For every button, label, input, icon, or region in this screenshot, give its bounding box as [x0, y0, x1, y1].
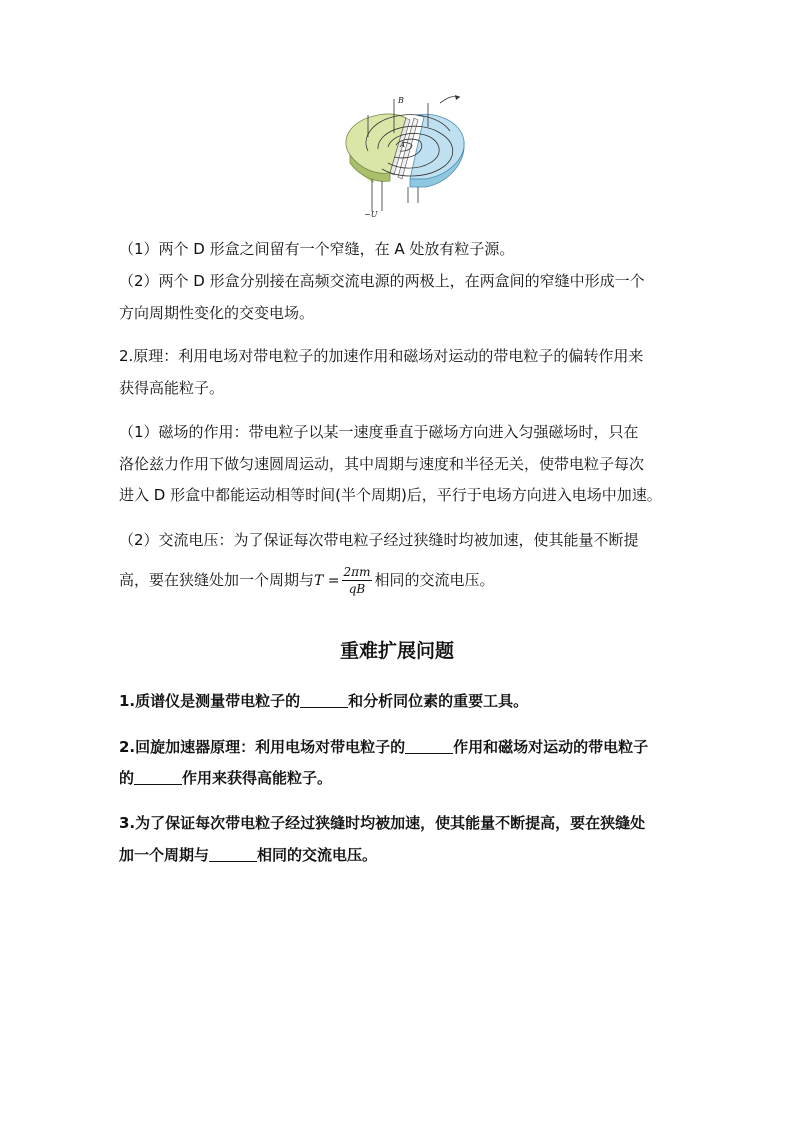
- magnetic-line-2: 洛伦兹力作用下做匀速圆周运动，其中周期与速度和半径无关，使带电粒子每次: [119, 455, 645, 473]
- question-2-line-2-pre: 的: [119, 769, 135, 787]
- formula-lhs: T =: [314, 573, 340, 589]
- magnetic-line-3: 进入 D 形盒中都能运动相等时间(半个周期)后，平行于电场方向进入电场中加速。: [119, 486, 662, 504]
- question-3-line-1: 3.为了保证每次带电粒子经过狭缝时均被加速，使其能量不断提高，要在狭缝处: [119, 814, 646, 832]
- formula-numerator: 2πm: [343, 565, 371, 579]
- question-2-mid: 作用和磁场对运动的带电粒子: [453, 738, 649, 756]
- question-2-post: 作用来获得高能粒子。: [182, 769, 333, 787]
- question-2-blank-1[interactable]: [405, 737, 453, 754]
- question-2-line-2: [119, 767, 332, 789]
- question-3-line-2: [119, 844, 377, 866]
- question-2-pre: 2.回旋加速器原理：利用电场对带电粒子的: [119, 738, 406, 756]
- structure-item-2-line-1: （2）两个 D 形盒分别接在高频交流电源的两极上，在两盒间的窄缝中形成一个: [119, 272, 645, 290]
- question-2-line-1: [119, 736, 648, 758]
- question-3-pre: 加一个周期与: [119, 846, 210, 864]
- figure-label-b: B: [398, 96, 404, 105]
- question-1-pre: 1.质谱仪是测量带电粒子的: [119, 692, 301, 710]
- magnetic-line-1: （1）磁场的作用：带电粒子以某一速度垂直于磁场方向进入匀强磁场时，只在: [119, 423, 639, 441]
- figure-label-a: A: [400, 141, 406, 149]
- voltage-line-2-post: 相同的交流电压。: [374, 571, 495, 589]
- cyclotron-figure: [338, 93, 468, 221]
- voltage-line-2: [119, 563, 494, 598]
- cyclotron-diagram: [338, 93, 468, 221]
- question-2-blank-2[interactable]: [134, 768, 182, 785]
- question-1-blank[interactable]: [300, 691, 348, 708]
- voltage-line-2-pre: 高，要在狭缝处加一个周期与: [119, 571, 315, 589]
- question-3-blank[interactable]: [209, 845, 257, 862]
- principle-line-1: 2.原理：利用电场对带电粒子的加速作用和磁场对运动的带电粒子的偏转作用来: [119, 347, 644, 365]
- voltage-line-1: （2）交流电压：为了保证每次带电粒子经过狭缝时均被加速，使其能量不断提: [119, 531, 639, 549]
- question-3-post: 相同的交流电压。: [257, 846, 378, 864]
- principle-line-2: 获得高能粒子。: [119, 379, 225, 397]
- structure-item-1: （1）两个 D 形盒之间留有一个窄缝，在 A 处放有粒子源。: [119, 240, 515, 258]
- formula-denominator: qB: [348, 582, 366, 596]
- section-heading: 重难扩展问题: [339, 640, 454, 662]
- question-1: [119, 690, 528, 712]
- question-1-post: 和分析同位素的重要工具。: [348, 692, 529, 710]
- figure-label-u: ~U: [364, 210, 378, 219]
- structure-item-2-line-2: 方向周期性变化的交变电场。: [119, 304, 315, 322]
- period-formula: [342, 564, 373, 597]
